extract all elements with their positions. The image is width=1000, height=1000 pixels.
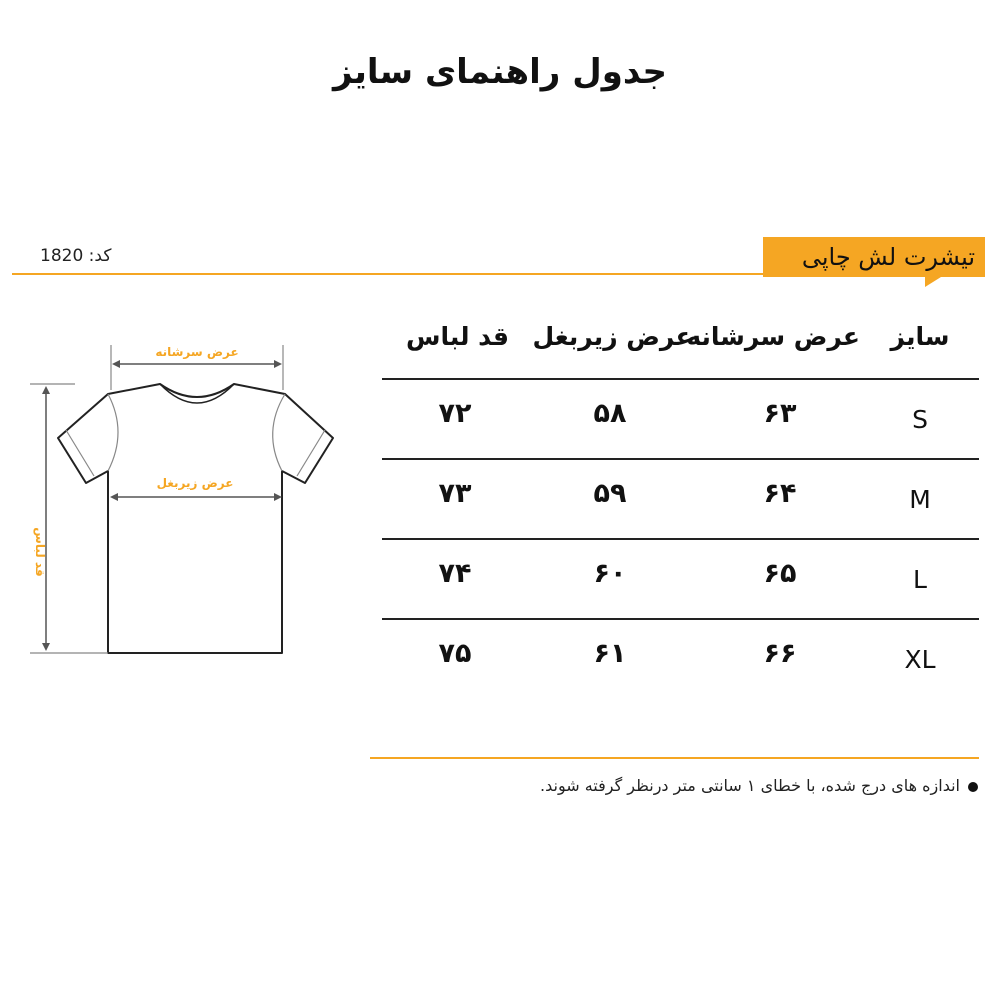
product-name: تیشرت لش چاپی — [801, 243, 975, 271]
tshirt-outline — [58, 384, 333, 653]
footer-divider — [370, 757, 979, 759]
header-length: قد لباس — [406, 322, 509, 351]
table-cell-shoulder: ۶۶ — [763, 638, 797, 669]
table-cell-armpit: ۶۰ — [593, 558, 627, 589]
table-cell-size: S — [912, 405, 928, 434]
header-armpit: عرض زیربغل — [532, 322, 693, 351]
measurement-note: اندازه های درج شده، با خطای ۱ سانتی متر درنظر گرفته شوند. — [540, 776, 960, 795]
product-code — [40, 246, 111, 266]
shoulder-width-label: عرض سرشانه — [155, 345, 239, 359]
table-cell-length: ۷۳ — [438, 478, 472, 509]
table-cell-size: XL — [904, 645, 936, 674]
bullet-icon — [968, 782, 978, 792]
product-code-label: کد: — [88, 246, 112, 266]
header-divider — [12, 273, 772, 275]
table-cell-armpit: ۵۸ — [593, 398, 627, 429]
product-tag-pointer — [925, 277, 941, 287]
table-cell-armpit: ۵۹ — [593, 478, 627, 509]
table-cell-shoulder: ۶۳ — [763, 398, 797, 429]
table-divider — [382, 538, 979, 540]
table-cell-length: ۷۲ — [438, 398, 472, 429]
table-divider — [382, 618, 979, 620]
product-code-value: 1820 — [40, 246, 84, 266]
header-shoulder: عرض سرشانه — [686, 322, 860, 351]
tshirt-diagram — [0, 330, 360, 670]
armpit-width-arrow — [110, 493, 282, 501]
table-cell-length: ۷۴ — [438, 558, 472, 589]
armpit-width-label: عرض زیربغل — [156, 476, 234, 490]
header-size: سایز — [890, 322, 950, 351]
table-cell-armpit: ۶۱ — [593, 638, 627, 669]
page-title: جدول راهنمای سایز — [333, 52, 667, 92]
table-divider — [382, 458, 979, 460]
table-divider — [382, 378, 979, 380]
length-label: قد لباس — [33, 527, 47, 577]
length-arrow — [30, 384, 108, 653]
table-cell-shoulder: ۶۵ — [763, 558, 797, 589]
table-cell-size: L — [913, 565, 927, 594]
table-cell-size: M — [909, 485, 931, 514]
table-cell-shoulder: ۶۴ — [763, 478, 797, 509]
table-cell-length: ۷۵ — [438, 638, 472, 669]
